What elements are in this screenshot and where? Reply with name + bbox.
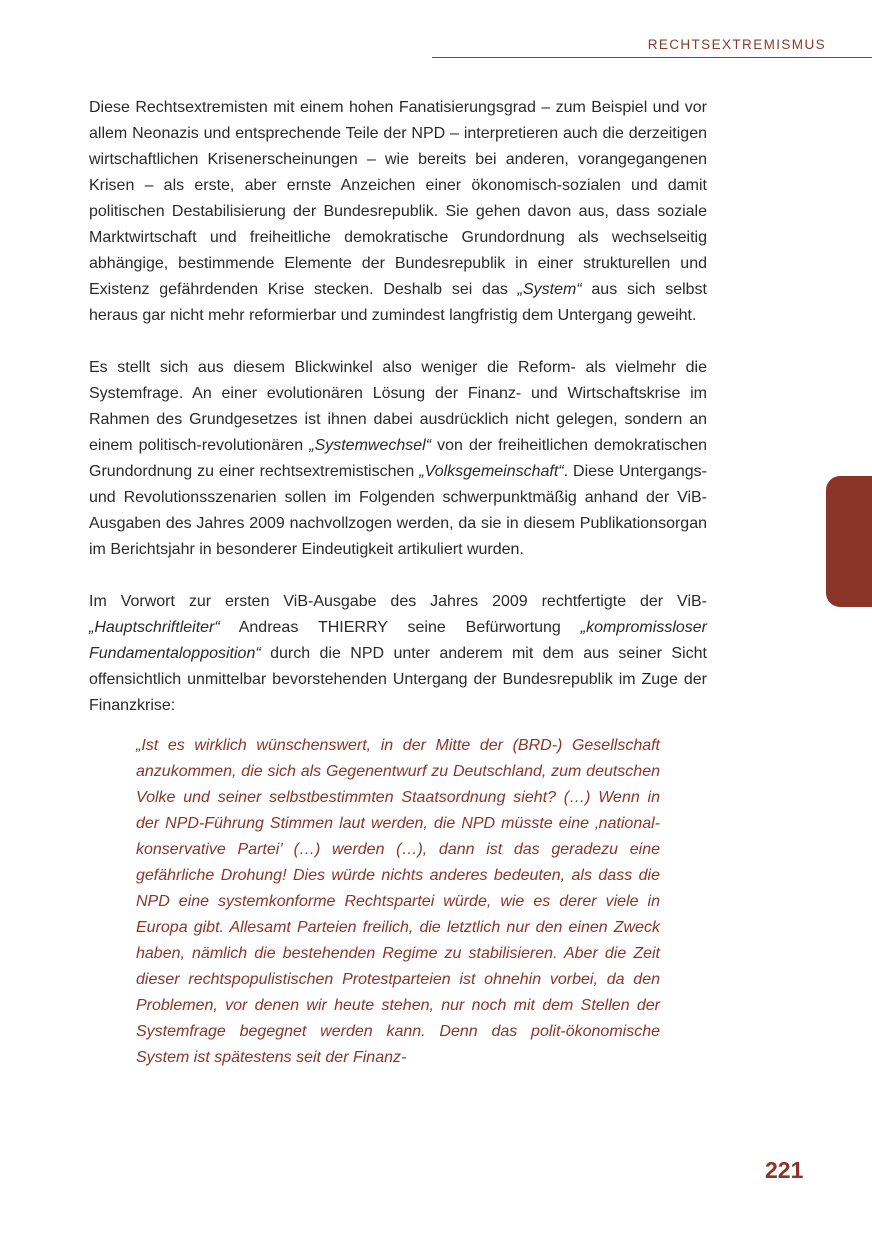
body-paragraph-3: Im Vorwort zur ersten ViB-Ausgabe des Jahres 2009 rechtfertigte der ViB-„Hauptschriftleiter“ Andreas THIERRY seine Befürwortung „kompromissloser Fundamentalopposition“ durch die NPD unter anderem mit dem aus seiner Sicht offensichtlich unmittelbar bevorstehenden Untergang der Bundesrepublik im Zuge der Finanzkrise: xyxy=(89,593,707,714)
running-header: RECHTSEXTREMISMUS xyxy=(647,37,826,52)
page-number: 221 xyxy=(765,1157,804,1183)
block-quote: „Ist es wirklich wünschenswert, in der Mitte der (BRD-) Gesellschaft anzukommen, die sich als Gegenentwurf zu Deutschland, zum deutschen Volke und seiner selbstbestimmten Staatsordnung sieht? (…) Wenn in der NPD-Führung Stimmen laut werden, die NPD müsste eine ‚national-konservative Partei’ (…) werden (…), dann ist das geradezu eine gefährliche Drohung! Dies würde nichts anderes bedeuten, als dass die NPD eine systemkonforme Rechtspartei würde, wie es derer viele in Europa gibt. Allesamt Parteien freilich, die letztlich nur den einen Zweck haben, nämlich die bestehenden Regime zu stabilisieren. Aber die Zeit dieser rechtspopulistischen Protestparteien ist ohnehin vorbei, da den Problemen, vor denen wir heute stehen, nur noch mit dem Stellen der Systemfrage begegnet werden kann. Denn das polit-ökonomische System ist spätestens seit der Finanz- xyxy=(136,737,660,1066)
emphasis-systemwechsel: „Systemwechsel“ xyxy=(309,437,432,454)
chapter-tab-marker xyxy=(826,476,872,607)
emphasis-hauptschriftleiter: „Hauptschriftleiter“ xyxy=(89,619,220,636)
header-rule xyxy=(432,57,872,58)
body-paragraph-1: Diese Rechtsextremisten mit einem hohen Fanatisierungsgrad – zum Beispiel und vor allem Neonazis und entsprechende Teile der NPD – interpretieren auch die derzeitigen wirtschaftlichen Krisenerscheinungen – wie bereits bei anderen, vorangegangenen Krisen – als erste, aber ernste Anzeichen einer ökonomisch-sozialen und damit politischen Destabilisierung der Bundesrepublik. Sie gehen davon aus, dass soziale Marktwirtschaft und freiheitliche demokratische Grundordnung als wechselseitig abhängige, bestimmende Elemente der Bundesrepublik in einer strukturellen und Existenz gefährdenden Krise stecken. Deshalb sei das „System“ aus sich selbst heraus gar nicht mehr reformierbar und zumindest langfristig dem Untergang geweiht. xyxy=(89,99,707,324)
body-paragraph-2: Es stellt sich aus diesem Blickwinkel also weniger die Reform- als vielmehr die Systemfrage. An einer evolutionären Lösung der Finanz- und Wirtschaftskrise im Rahmen des Grundgesetzes ist ihnen dabei ausdrücklich nicht gelegen, sondern an einem politisch-revolutionären „Systemwechsel“ von der freiheitlichen demokratischen Grundordnung zu einer rechtsextremistischen „Volksgemeinschaft“. Diese Untergangs- und Revolutionsszenarien sollen im Folgenden schwerpunktmäßig anhand der ViB-Ausgaben des Jahres 2009 nachvollzogen werden, da sie in diesem Publikationsorgan im Berichtsjahr in besonderer Eindeutigkeit artikuliert wurden. xyxy=(89,359,707,558)
emphasis-fundamentalopposition: „kompromissloser Fundamentalopposition“ xyxy=(89,619,707,662)
page-body xyxy=(89,95,707,1071)
emphasis-system: „System“ xyxy=(517,281,582,298)
emphasis-volksgemeinschaft: „Volksgemeinschaft“ xyxy=(419,463,564,480)
